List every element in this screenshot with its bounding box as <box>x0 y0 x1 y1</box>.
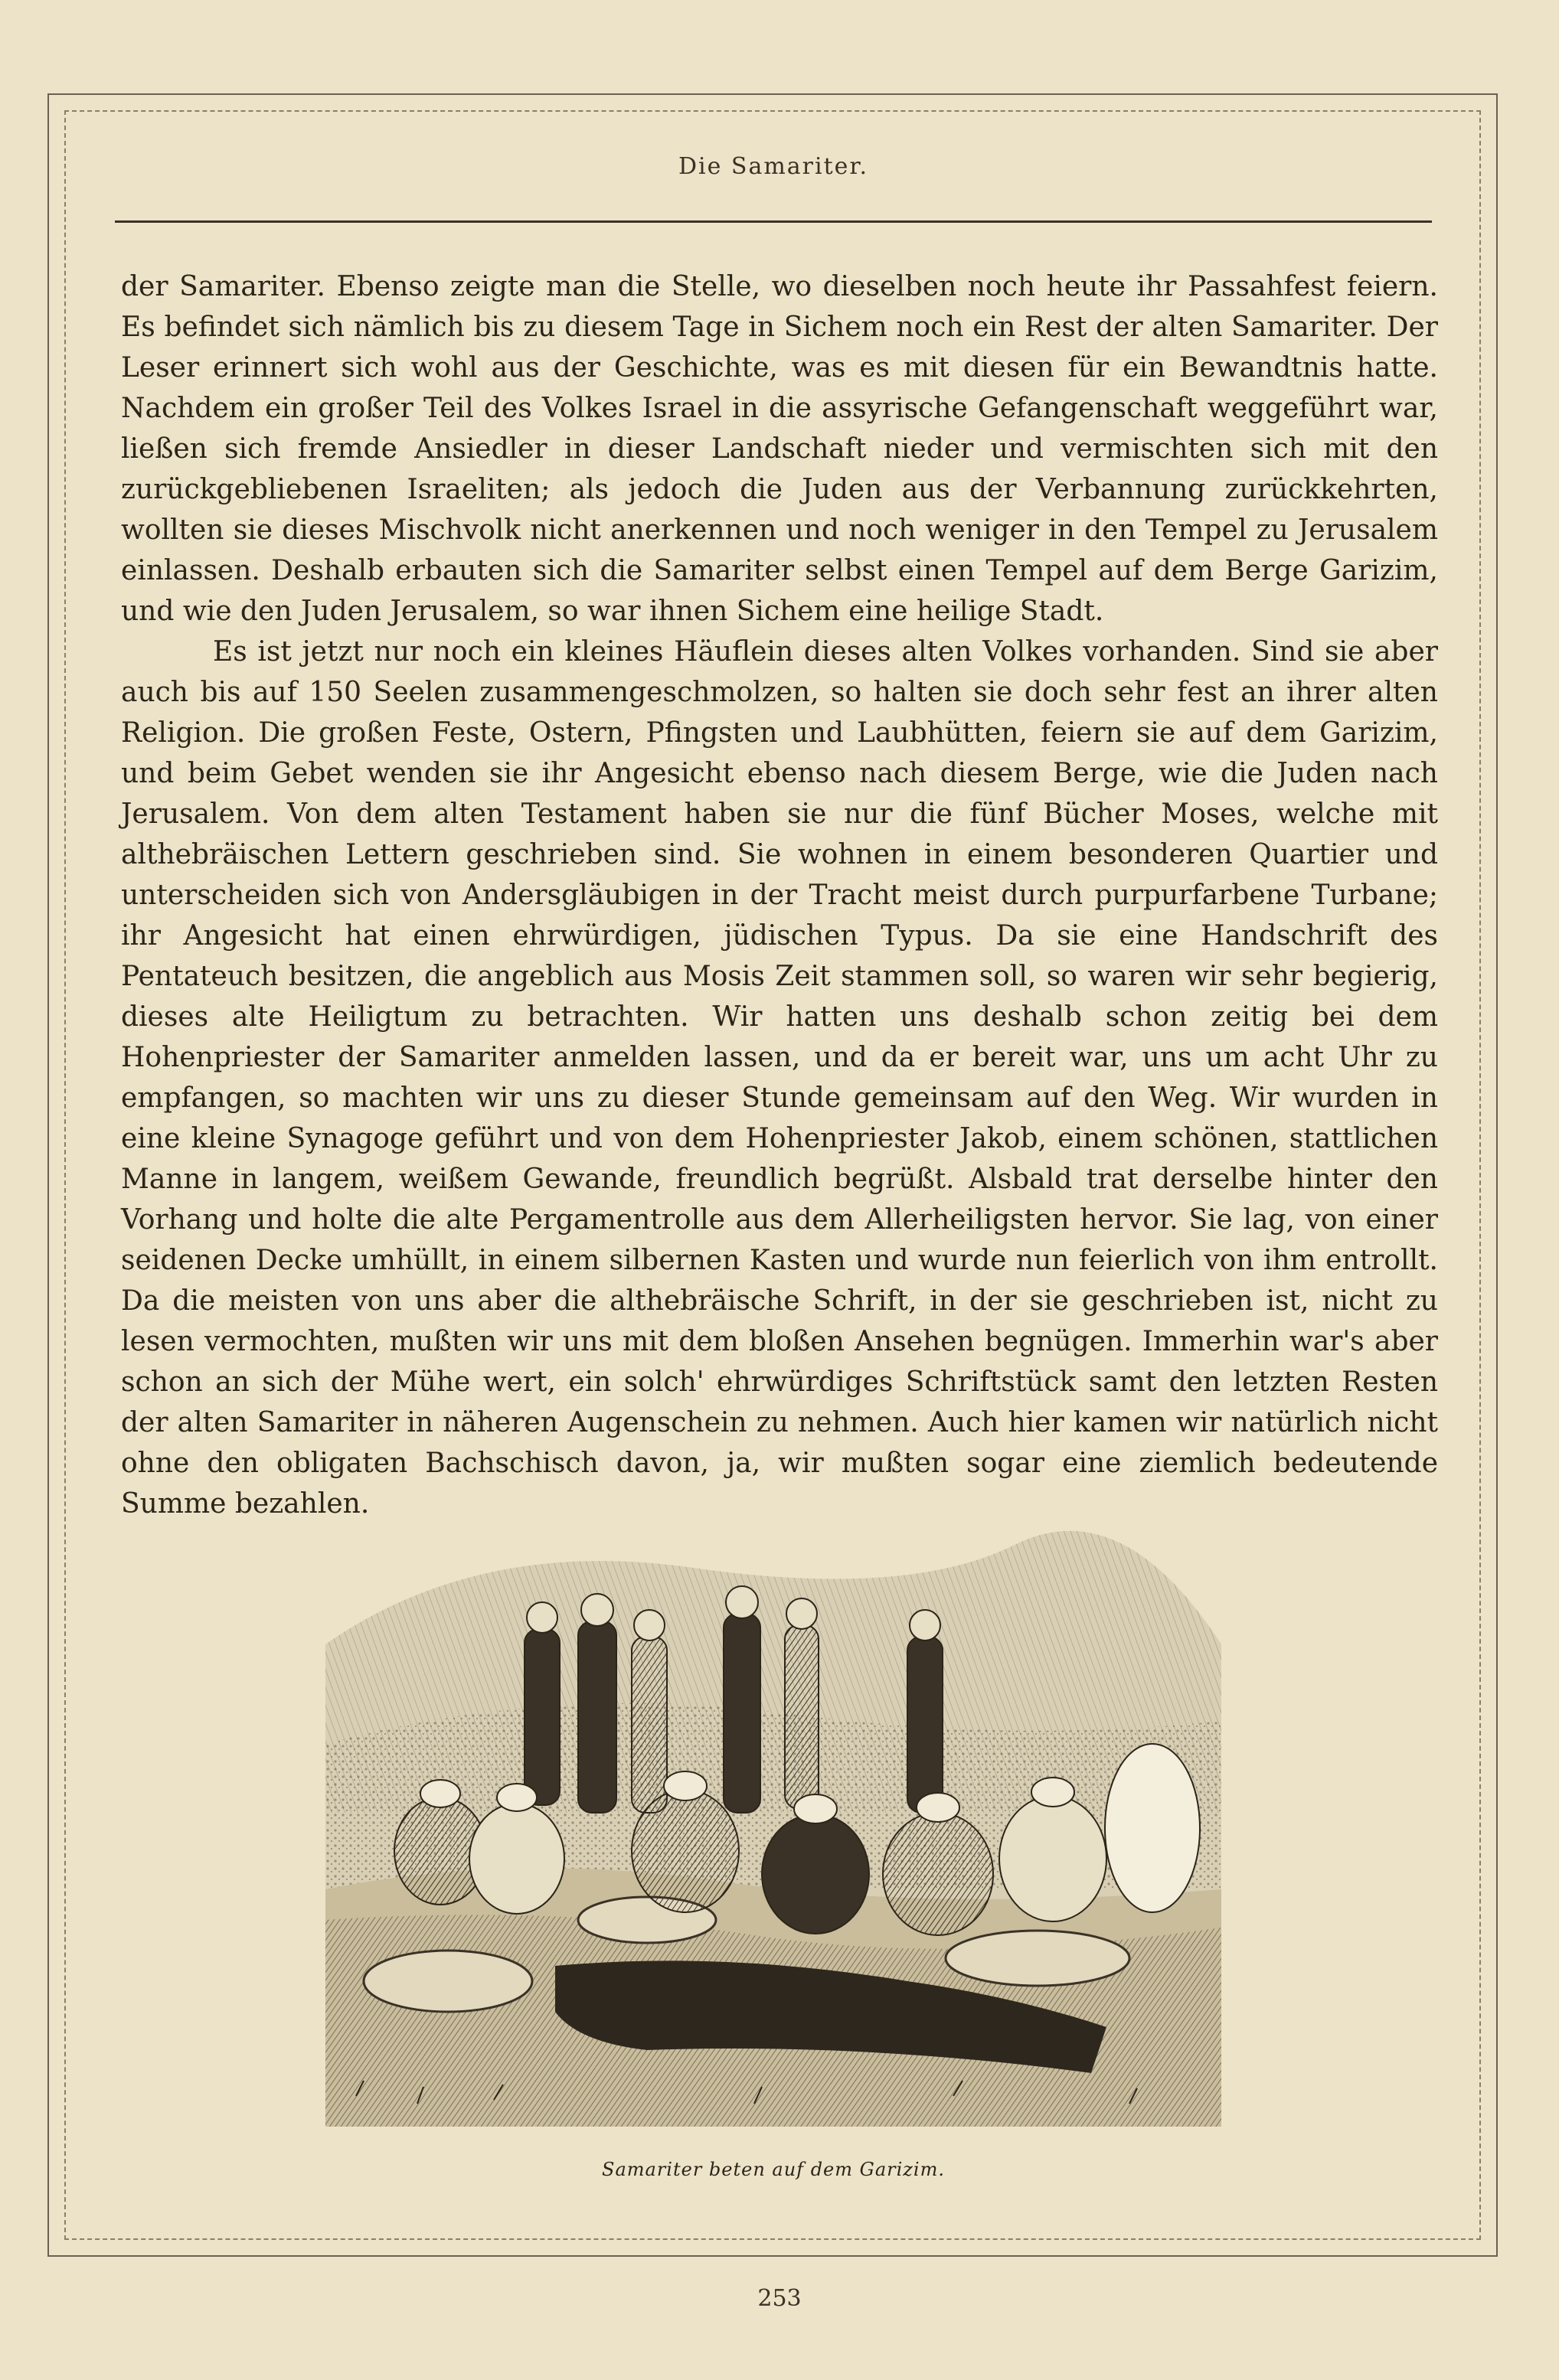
paragraph-2: Es ist jetzt nur noch ein kleines Häuflein dieses alten Volkes vorhanden. Sind sie aber auch bis auf 150 Seelen zusammengeschmolzen, so halten sie doch sehr fest an ihrer alten Religion. Die großen Feste, Ostern, Pfingsten und Laubhütten, feiern sie auf dem Garizim, und beim Gebet wenden sie ihr Angesicht ebenso nach diesem Berge, wie die Juden nach Jerusalem. Von dem alten Testament haben sie nur die fünf Bücher Moses, welche mit althebräischen Lettern geschrieben sind. Sie wohnen in einem besonderen Quartier und unterscheiden sich von Andersgläubigen in der Tracht meist durch purpurfarbene Turbane; ihr Angesicht hat einen ehrwürdigen, jüdischen Typus. Da sie eine Handschrift des Pentateuch besitzen, die angeblich aus Mosis Zeit stammen soll, so waren wir sehr begierig, dieses alte Heiligtum zu betrachten. Wir hatten uns deshalb schon zeitig bei dem Hohenpriester der Samariter anmelden lassen, und da er bereit war, uns um acht Uhr zu empfangen, so machten wir uns zu dieser Stunde gemeinsam auf den Weg. Wir wurden in eine kleine Synagoge geführt und von dem Hohenpriester Jakob, einem schönen, stattlichen Manne in langem, weißem Gewande, freundlich begrüßt. Alsbald trat derselbe hinter den Vorhang und holte die alte Pergamentrolle aus dem Allerheiligsten hervor. Sie lag, von einer seidenen Decke umhüllt, in einem silbernen Kasten und wurde nun feierlich von ihm entrollt. Da die meisten von uns aber die althebräische Schrift, in der sie geschrieben ist, nicht zu lesen vermochten, mußten wir uns mit dem bloßen Ansehen begnügen. Immerhin war's aber schon an sich der Mühe wert, ein solch' ehrwürdiges Schriftstück samt den letzten Resten der alten Samariter in näheren Augenschein zu nehmen. Auch hier kamen wir natürlich nicht ohne den obligaten Bachschisch davon, ja, wir mußten sogar eine ziemlich bedeutende Summe bezahlen. <box>121 636 1438 1520</box>
body-text <box>121 266 1438 1524</box>
running-title: Die Samariter. <box>678 153 869 180</box>
figure-caption: Samariter beten auf dem Garizim. <box>602 2159 945 2180</box>
header-rule <box>115 220 1432 223</box>
paragraph-1: der Samariter. Ebenso zeigte man die Stelle, wo dieselben noch heute ihr Passahfest feiern. Es befindet sich nämlich bis zu diesem Tage in Sichem noch ein Rest der alten Samariter. Der Leser erinnert sich wohl aus der Geschichte, was es mit diesen für ein Bewandtnis hatte. Nachdem ein großer Teil des Volkes Israel in die assyrische Gefangenschaft weggeführt war, ließen sich fremde Ansiedler in dieser Landschaft nieder und vermischten sich mit den zurückgebliebenen Israeliten; als jedoch die Juden aus der Verbannung zurückkehrten, wollten sie dieses Mischvolk nicht anerkennen und noch weniger in den Tempel zu Jerusalem einlassen. Deshalb erbauten sich die Samariter selbst einen Tempel auf dem Berge Garizim, und wie den Juden Jerusalem, so war ihnen Sichem eine heilige Stadt. <box>121 271 1438 627</box>
page-number: 253 <box>757 2285 802 2312</box>
engraving-illustration <box>325 1491 1221 2127</box>
